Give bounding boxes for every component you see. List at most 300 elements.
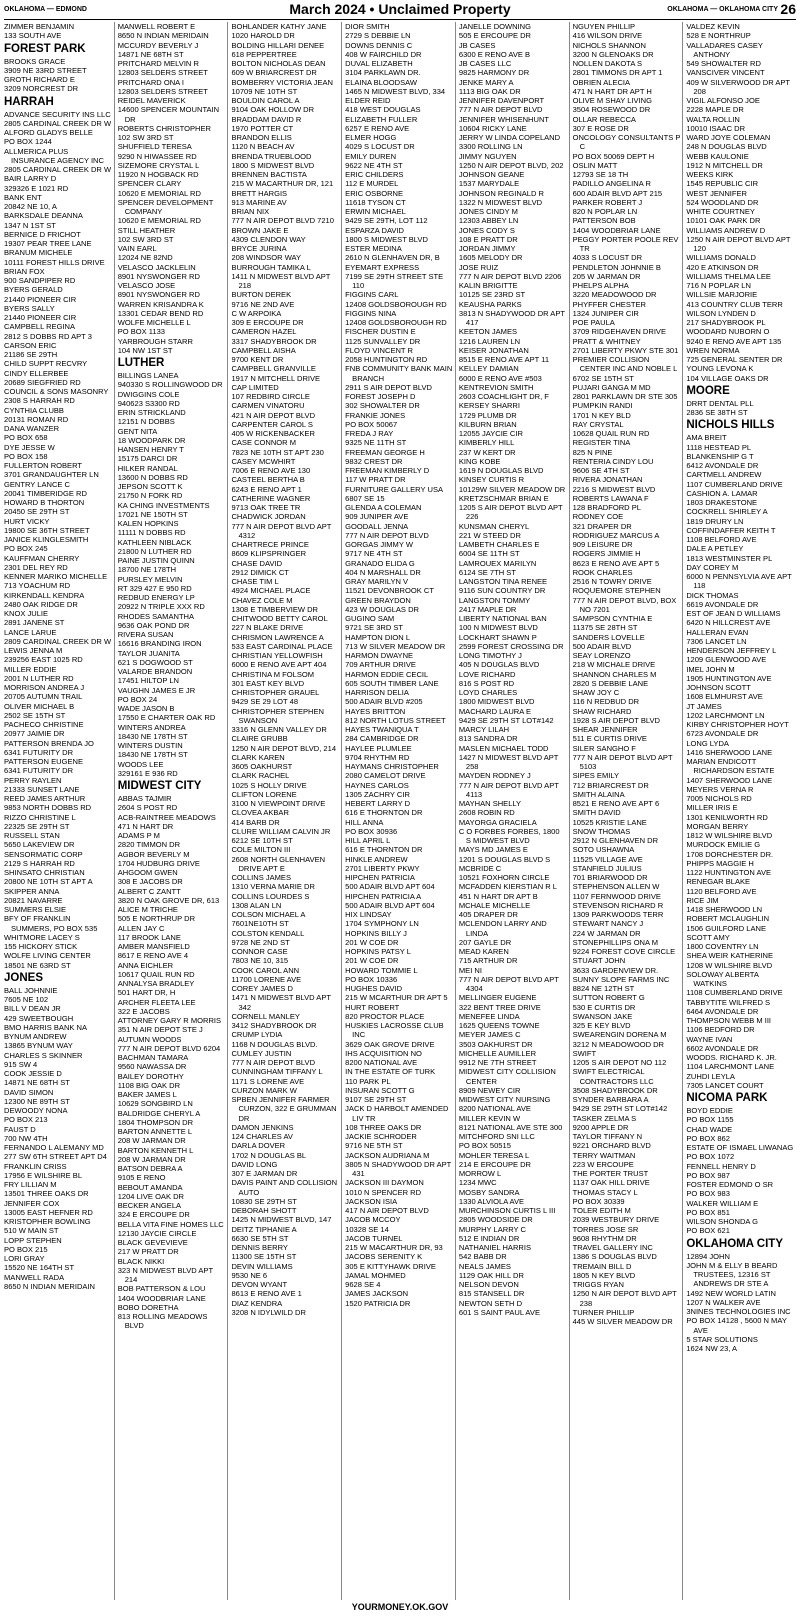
listing-line: 9429 SE 29 LOT 48 [231,697,299,707]
listing-line: 813 ROLLING MEADOWS BLVD [117,1312,208,1331]
listing-line: MARIAN ENDICOTT RICHARDSON ESTATE [686,757,775,776]
listing-line: KRETZSCHMAR BRIAN E [458,493,549,503]
listing-line: 1471 N MIDWEST BLVD APT 342 [231,993,331,1012]
listing-line: HURT ROBERT [345,1002,400,1012]
listing-line: PENDLETON JOHNNIE B [572,262,661,272]
listing-line: TRIGGS RYAN [572,1280,624,1289]
listing-line: 21333 SUNSET LANE [4,784,80,794]
listing-line: TORRES JOSE SR [572,1224,639,1234]
listing-line: 820 N POPLAR LN [572,207,638,216]
listing-line: 1416 SHERWOOD LANE [686,747,773,757]
listing-line: HIPCHEN PATRICIA [345,873,415,882]
listing-line: 6420 N HILLCREST AVE [686,618,771,628]
listing-line: 9628 SE 4 [345,1280,381,1289]
listing-line: CHAD WADE [686,1124,733,1134]
listing-line: BRIAN FOX [4,266,45,276]
listing-line: 820 PROCTOR PLACE [345,1011,425,1021]
listing-line: 1970 POTTER CT [231,123,294,133]
listing-line: JIMMY NGUYEN [458,151,517,161]
listing-line: 9825 HARMONY DR [458,68,530,78]
listing-line: 215 W MCARTHUR DR APT 5 [345,993,448,1003]
listing-line: DICK THOMAS [686,590,739,600]
listing-line: INSURAN SCOTT G [345,1085,415,1095]
listing-line: 21800 N LUTHER RD [117,546,192,556]
listing-line: 12803 SELDERS STREET [117,86,208,96]
listing-line: OSLIN MATT [572,160,618,170]
listing-line: 1205 S AIR DEPOT BLVD APT 226 [458,503,563,522]
listing-line: SPENCER CLARY [117,179,182,189]
listing-line: WILLSIE MARJORIE [686,290,758,300]
listing-line: SOLOWAY ALBERTA WATKINS [686,969,759,988]
listing-line: ADAMS P M [117,831,160,840]
listing-line: 307 E ROSE DR [572,123,629,133]
listing-line: SHAW RICHARD [572,706,632,716]
listing-line: 10709 NE 10TH ST [231,86,298,96]
listing-line: 10525 KRISTIE LANE [572,817,647,827]
listing-line: OLLAR REBECCA [572,114,636,124]
listing-line: 1310 VERNA MARIE DR [231,882,315,892]
listing-line: COLLINS LOURDES S [231,891,310,901]
listing-line: JACKSON III DAYMON [345,1178,424,1188]
listing-line: 1308 ALAN LN [231,900,282,910]
listing-line: KIRKENDALL KENDRA [4,590,85,600]
listing-line: COFFINDAFFER KEITH T [686,525,776,535]
listing-line: 4309 CLENDON WAY [231,234,306,244]
listing-line: KELLEY DAMIAN [458,364,519,374]
city-section-heading: HARRAH [4,95,54,108]
listing-line: 10830 SE 29TH ST [231,1196,297,1206]
city-section-heading: MOORE [686,384,730,397]
listing-line: HIPCHEN PATRICIA A [345,891,422,901]
listing-line: 214 E ERCOUPE DR [458,1159,532,1169]
listing-line: 321 DRAPER DR [572,521,632,531]
listing-line: BYERS GERALD [4,285,63,295]
listing-line: TAYLOR JUANITA [117,648,180,658]
listing-line: 309 E ERCOUPE DR [231,318,304,327]
listing-line: 3503 OAKHURST DR [458,1039,533,1049]
listing-line: JANELLE DOWNING [458,22,532,31]
listing-line: 7305 LANCET COURT [686,1080,764,1090]
listing-line: 9728 NE 2ND ST [231,937,290,947]
listing-line: AMA BREIT [686,433,727,443]
listing-line: 102 SW 3RD ST [117,234,174,244]
listing-line: 2836 SE 38TH ST [686,408,748,417]
listing-line: KALIN BRIGITTE [458,281,518,290]
listing-line: BAIR LARRY D [4,174,57,184]
listing-line: 10629 SONGBIRD LN [117,1099,193,1109]
listing-line: 7005 NICHOLS RD [686,794,752,803]
listing-line: JENNIFER COX [4,1198,60,1208]
listing-line: KILBURN BRIAN [458,419,517,429]
listing-line: CAMERON HAZEL [231,327,297,337]
listing-line: DALE A PETLEY [686,544,744,554]
listing-line: DEVON WYANT [231,1280,288,1289]
listing-line: 413 COUNTRY CLUB TERR [686,299,783,309]
listing-line: MURCHINSON CURTIS L III [458,1206,556,1215]
listing-line: CHADWICK JORDAN [231,512,306,522]
listing-line: LONG LYDA [686,738,729,748]
listing-line: AGBOR BEVERLY M [117,849,190,859]
listing-line: JENKE MARY A [458,77,514,87]
listing-line: 8515 E RENO AVE APT 11 [458,355,550,364]
listing-line: AHGOOM GWEN [117,868,178,877]
listing-line: 3508 SHADYBROOK DR [572,1085,658,1095]
listing-line: MANWELL ROBERT E [117,22,196,31]
listing-line: 2610 N GLENHAVEN DR, B [345,253,440,263]
listing-line: 16616 BRANDING IRON [117,639,202,649]
listing-line: GENT NITA [117,426,158,436]
listing-line: 3200 N GLENOAKS DR [572,49,654,59]
listing-line: 15520 NE 164TH ST [4,1263,75,1273]
listing-line: 900 SANDPIPER RD [4,276,76,285]
listing-line: COLSTON KENDALL [231,928,305,938]
listing-line: 600 ADAIR BLVD APT 215 [572,188,663,198]
listing-line: 110 PARK PL [345,1076,391,1086]
listing-line: AUTUMN WOODS [117,1034,182,1044]
listing-line: STILL HEATHER [117,225,176,235]
listing-line: BERNICE D FRICHOT [4,229,81,239]
column [682,22,796,1600]
listing-line: 8609 KLIPSPRINGER [231,549,307,559]
listing-line: FOREST JOSEPH D [345,392,416,401]
listing-line: PO BOX 30339 [572,1196,625,1206]
listing-line: DOWNS DENNIS C [345,40,413,50]
listing-line: MEYERS VERNA R [686,784,754,794]
listing-line: 13501 THREE OAKS DR [4,1189,89,1199]
listing-line: KATHLEEN NIBLACK [117,537,192,547]
column [455,22,569,1600]
listing-line: JACOBS SERENITY K [345,1252,423,1262]
listing-line: 2911 S AIR DEPOT BLVD [345,382,432,392]
listing-line: WILSON LYNDEN D [686,308,756,318]
listing-line: HURT VICKY [4,516,50,526]
listing-line: HENDERSON JEFFREY L [686,646,777,655]
listing-line: SWIFT ELECTRICAL CONTRACTORS LLC [572,1067,654,1086]
listing-line: CYNTHIA CLUBB [4,405,64,415]
listing-line: 2502 SE 15TH ST [4,710,66,720]
listing-line: WOLFE MICHELLE L [117,318,191,327]
listing-line: PARKER ROBERT J [572,197,643,207]
listing-line: 1418 SHERWOOD LN [686,905,763,914]
listing-line: HOPKINS PATSY L [345,947,412,956]
column [569,22,683,1600]
listing-line: 777 N AIR DEPOT BLVD, BOX NO 7201 [572,595,677,614]
listing-line: ERIN STRICKLAND [117,408,186,417]
listing-line: EYEMART EXPRESS [345,262,420,272]
listing-line: 2801 TIMMONS DR APT 1 [572,68,663,78]
listing-line: HAYNES CARLOS [345,780,409,790]
listing-line: CHRISTIAN YELLOWFISH [231,651,323,660]
listing-line: 17451 HILTOP LN [117,676,179,686]
listing-line: PERRY RAYLEN [4,775,62,785]
listing-line: 284 CAMBRIDGE DR [345,734,419,744]
listing-line: 108 THREE OAKS DR [345,1122,422,1132]
listing-line: 1803 DRAKESTONE [686,498,758,507]
listing-line: 2058 HUNTINGTON RD [345,355,428,364]
listing-line: 1912 N MITCHELL DR [686,160,763,170]
listing-line: TERRY WAITMAN [572,1150,636,1160]
listing-line: 418 WEST DOUGLAS [345,105,421,115]
listing-line: COLE MILTON III [231,845,291,855]
listing-line: PO BOX 987 [686,1170,730,1180]
listing-line: HEBERT LARRY D [345,799,411,808]
listing-line: FOSTER EDMOND O SR [686,1180,774,1189]
listing-line: BOBO DORETHA [117,1302,179,1312]
listing-line: 3209 NORCREST DR [4,84,79,94]
listing-line: 305 E KITTYHAWK DRIVE [345,1261,436,1271]
listing-line: 1800 MIDWEST BLVD [458,697,535,707]
listing-line: CAP LIMITED [231,382,279,392]
listing-line: WAYNE IVAN [686,1034,733,1044]
listing-line: MCFADDEN KIERSTIAN R L [458,882,557,892]
listing-line: 1201 S DOUGLAS BLVD S [458,854,551,864]
listing-line: CAMPBELL GRANVILLE [231,364,316,374]
listing-line: PACHECO CHRISTINE [4,720,84,729]
listing-line: ALBERT C ZANTT [117,886,181,896]
page-number: 26 [780,1,796,17]
listing-line: 405 N DOUGLAS BLVD [458,660,540,670]
listing-line: 10604 RICKY LANE [458,123,527,133]
listing-line: KALEN HOPKINS [117,519,179,528]
listing-line: SWANSON JAKE [572,1011,633,1021]
listing-line: 408 W FAIRCHILD DR [345,49,422,59]
listing-line: RENEGAR BLAKE [686,877,751,887]
listing-line: 6000 N PENNSYLVIA AVE APT 118 [686,572,792,591]
listing-line: 9200 APPLE DR [572,1122,629,1132]
listing-line: FREDA J RAY [345,429,394,438]
listing-line: CAMPBELL AISHA [231,345,296,355]
listing-line: MURPHY LARRY C [458,1224,526,1234]
listing-line: REDBUD ENERGY LP [117,593,195,602]
listing-line: 3813 N SHADYWOOD DR APT 417 [458,308,565,327]
listing-line: 1120 N BEACH AV [231,142,295,152]
listing-line: 20705 AUTUMN TRAIL [4,692,83,702]
city-section-heading: MIDWEST CITY [117,780,202,792]
listing-line: 511 E CURTIS DRIVE [572,734,647,744]
listing-line: 1819 DRURY LN [686,516,744,526]
listing-line: 6602 AVONDALE DR [686,1043,759,1053]
listing-line: STUART JOHN [572,956,626,966]
listing-line: 104 VILLAGE OAKS DR [686,373,769,383]
listing-line: 1250 N AIR DEPOT BLVD APT 238 [572,1289,677,1308]
listing-line: MOSBY SANDRA [458,1187,520,1197]
listing-line: CLAIRE GRUBB [231,734,288,744]
listing-line: ERWIN MICHAEL [345,207,406,216]
listing-line: 6630 SE 5TH ST [231,1233,289,1243]
listing-line: 777 N AIR DEPOT BLVD 2206 [458,271,562,281]
listing-line: PO BOX 158 [4,451,48,461]
listing-line: 605 SOUTH TIMBER LANE [345,678,439,688]
listing-line: 2603 COACHLIGHT DR, F [458,392,549,401]
listing-line: 3412 SHADYBROOK DR [231,1021,317,1030]
listing-line: PO BOX 14128 , 5600 N MAY AVE [686,1316,787,1335]
listing-line: WARREN KRISANDRA K [117,299,204,309]
listing-line: 301 EAST KEY BLVD [231,678,305,688]
listing-line: 1025 S HOLLY DRIVE [231,780,307,790]
listing-line: JOHNSON REGINALD R [458,188,544,198]
listing-line: RIZZO CHRISTINE L [4,812,76,822]
listing-line: IN THE ESTATE OF TURK [345,1067,436,1077]
listing-line: BMO HARRIS BANK NA [4,1022,88,1032]
listing-line: LOYD CHARLES [458,688,518,697]
listing-line: 1928 S AIR DEPOT BLVD [572,715,660,725]
listing-line: BRENDA TRUEBLOOD [231,151,312,161]
listing-line: JAMES JACKSON [345,1289,409,1299]
listing-line: 10328 SE 14 [345,1224,389,1234]
listing-line: DEWOODY NONA [4,1106,68,1115]
listing-line: 1425 N MIDWEST BLVD, 147 [231,1215,332,1225]
listing-line: 445 W SILVER MEADOW DR [572,1317,673,1326]
listing-line: BLACK NIKKI [117,1256,165,1266]
listing-line: BURTON DEREK [231,290,292,300]
listing-line: PO BOX 213 [4,1115,48,1125]
listing-line: SHEA WEIR KATHERINE [686,951,773,961]
listing-line: 7823 NE 10TH ST APT 230 [231,447,324,457]
listing-line: CARSON ERIC [4,340,57,350]
listing-line: LOVE RICHARD [458,669,516,679]
listing-line: 1465 N MIDWEST BLVD, 334 [345,86,446,96]
column [227,22,341,1600]
listing-line: SOTO USHAWNA [572,845,635,855]
listing-line: 14600 SPENCER MOUNTAIN DR [117,105,220,124]
listing-line: 277 SW 6TH STREET APT D4 [4,1152,107,1162]
listing-line: MEI NI [458,965,482,975]
listing-line: 451 N HART DR APT B [458,891,538,901]
listing-line: 3605 OAKHURST [231,762,293,771]
listing-line: HAMPTON DION L [345,632,411,642]
listing-line: WHITMORE LACEY S [4,932,80,942]
listing-line: DUVAL ELIZABETH [345,59,413,68]
listing-line: 19307 PEAR TREE LANE [4,239,92,248]
listing-line: 1625 QUEENS TOWNE [458,1021,540,1030]
listing-line: MORRISON ANDREA J [4,683,85,692]
listing-line: ERIC OSBORNE [345,188,404,198]
listing-line: 201 W COE DR [345,937,399,947]
listing-line: LANGSTON TINA RENEE [458,577,548,586]
listing-line: CARTMELL ANDREW [686,470,762,480]
listing-line: ROBERT MCLAUGHLIN [686,914,770,924]
listing-line: HARRISON DELIA [345,688,409,697]
listing-line: 10111 FOREST HILLS DRIVE [4,257,105,267]
listing-line: 155 HICKORY STICK [4,942,78,951]
listing-line: 1250 N AIR DEPOT BLVD APT 120 [686,234,791,253]
listing-line: PO BOX 621 [686,1226,730,1236]
listing-line: RIVERA SUSAN [117,630,174,639]
listing-line: WOODARD NUBORN O [686,327,770,337]
listing-line: CHITWOOD BETTY CAROL [231,614,328,623]
listing-line: 1106 BEDFORD DR [686,1025,755,1035]
listing-line: MEYER JAMES C [458,1030,521,1040]
listing-line: 616 E THORNTON DR [345,808,423,818]
listing-line: 9105 E RENO [117,1173,166,1183]
listing-line: FULLERTON ROBERT [4,461,83,470]
listing-line: CLURE WILLIAM CALVIN JR [231,826,331,836]
listing-line: 8521 E RENO AVE APT 6 [572,799,660,808]
listing-line: CONNOR CASE [231,947,288,956]
listing-line: MORROW L [458,1169,502,1178]
listing-line: 1125 SUNVALLEY DR [345,336,421,346]
listing-line: 6000 E RENO AVE APT 404 [231,660,327,670]
listing-line: 6723 AVONDALE DR [686,729,759,739]
listing-line: 816 S POST RD [458,678,515,688]
listing-line: NATHANIEL HARRIS [458,1243,532,1252]
listing-line: 777 N AIR DEPOT BLVD [345,530,429,540]
listing-line: 117 BROOK LANE [117,932,181,942]
listing-line: 2801 PARKLAWN DR STE 305 [572,392,678,401]
listing-line: GENTRY LANCE C [4,479,70,489]
listing-line: 19800 SE 36TH STREET [4,525,90,535]
listing-line: DAVID LONG [231,1159,278,1169]
listing-line: MCCURDY BEVERLY J [117,40,199,50]
listing-line: SYNDER BARBARA A [572,1095,649,1104]
listing-line: 20977 JAIMIE DR [4,729,65,739]
listing-line: PRATT & WHITNEY [572,336,641,346]
listing-line: MCBRIDE C [458,863,502,873]
listing-line: 208 W JARMAN DR [117,1154,186,1164]
listing-line: HIX LINDSAY [345,910,392,919]
listing-line: GUGINO SAM [345,614,395,623]
listing-line: JERRY W LINDA COPELAND [458,133,561,142]
listing-line: STEVENSON RICHARD R [572,900,664,910]
listing-line: FENNELL HENRY D [686,1161,756,1171]
listing-line: MAYDEN RODNEY J [458,771,531,781]
listing-line: ALFORD GLADYS BELLE [4,128,93,137]
listing-line: 207 GAYLE DR [458,937,512,947]
listing-line: CHRISMON LAWRENCE A [231,632,324,642]
listing-line: 1250 N AIR DEPOT BLVD, 214 [231,743,337,753]
listing-line: NOLLEN DAKOTA S [572,59,643,68]
listing-line: BECKER ANGELA [117,1201,182,1210]
listing-line: 3100 N VIEWPOINT DRIVE [231,799,326,808]
listing-line: 3629 OAK GROVE DRIVE [345,1039,435,1049]
listing-line: 621 S DOGWOOD ST [117,657,193,667]
listing-line: BOLTON NICHOLAS DEAN [231,59,326,68]
listing-line: RUSSELL STAN [4,831,60,840]
listing-line: 10617 QUAIL RUN RD [117,969,195,979]
listing-line: 1605 MELODY DR [458,253,523,263]
listing-line: STANFIELD JULIUS [572,863,642,873]
listing-line: SNOW THOMAS [572,826,631,836]
listing-line: 9290 N HIWASSEE RD [117,151,197,161]
listing-line: 12408 GOLDSBOROUGH RD [345,299,447,309]
listing-line: ELDER REID [345,96,391,105]
listing-line: BATSON DEBRA A [117,1164,183,1173]
listing-line: LONG TIMOTHY J [458,651,522,660]
listing-line: ACB-RAINTREE MEADOWS [117,812,216,822]
listing-line: IMEL JOHN M [686,664,735,674]
listing-line: BROWN JAKE E [231,225,289,235]
listing-line: 6412 AVONDALE DR [686,461,759,470]
listing-line: 3909 NE 33RD STREET [4,65,87,75]
listing-line: WEBB KAULONIE [686,151,749,161]
listing-line: SWEARENGIN DORENA M [572,1030,667,1040]
listing-line: 725 GENERAL SENTER DR [686,355,783,364]
listing-line: ZUHDI LEYLA [686,1071,735,1081]
listing-line: ALLMERICA PLUS INSURANCE AGENCY INC [4,146,104,165]
listing-line: JB CASES [458,40,496,50]
listing-line: 20800 NE 10TH ST APT A [4,877,93,887]
listing-line: 2001 N LUTHER RD [4,673,74,683]
listing-line: KNOX JULIE [4,609,49,618]
listing-line: 1216 LAUREN LN [458,336,521,346]
listing-line: YARBROUGH STARR [117,336,193,346]
listing-line: 9704 RHYTHM RD [345,752,410,762]
listing-line: 2604 S POST RD [117,803,178,813]
listing-line: WEST JENNIFER [686,188,747,198]
listing-line: JONES CINDY M [458,207,518,216]
listing-line: 1207 N WALKER AVE [686,1297,761,1307]
listing-line: BARKSDALE DEANNA [4,211,83,221]
